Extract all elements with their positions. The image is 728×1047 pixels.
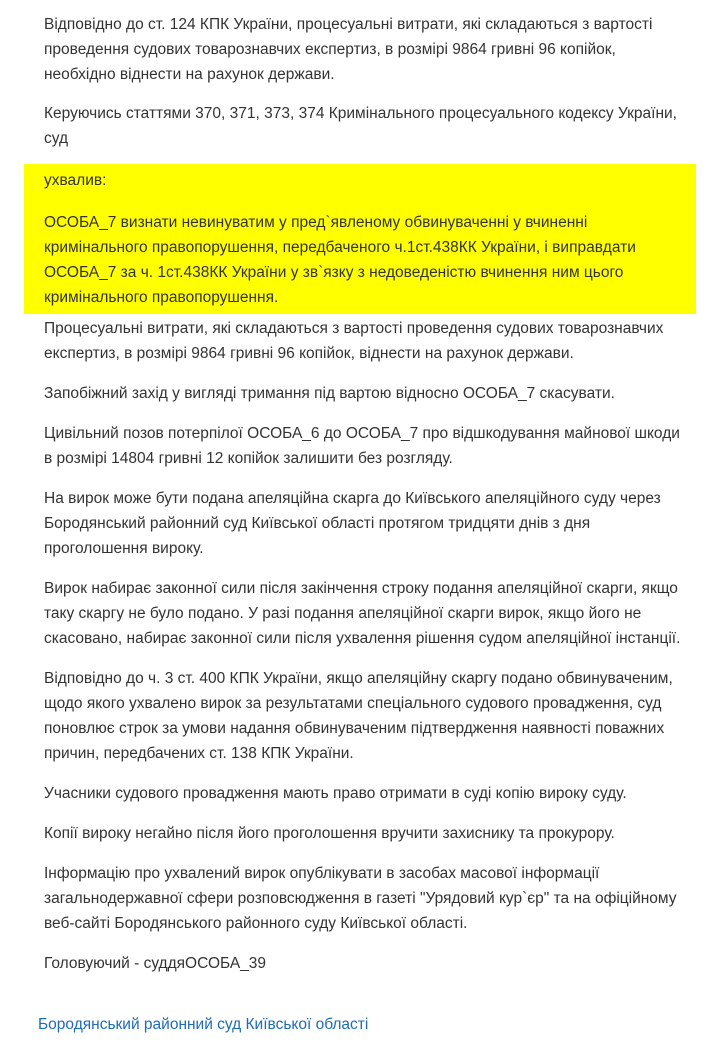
decision-verdict: ОСОБА_7 визнати невинуватим у пред`явленому обвинуваченні у вчиненні кримінального правопорушення, передбаченого ч.1ст.438КК України, і виправдати ОСОБА_7 за ч. 1ст.438КК України у зв`язку з недоведеністю вчинення ним цього кримінального правопорушення.: [44, 214, 636, 306]
paragraph-expenses-basis: Відповідно до ст. 124 КПК України, процесуальні витрати, які складаються з вартості проведення судових товарознавчих експертиз, в розмірі 9864 гривні 96 копійок, необхідно віднести на рахунок держави.: [44, 16, 653, 83]
paragraph-preventive-measure: Запобіжний захід у вигляді тримання під вартою відносно ОСОБА_7 скасувати.: [44, 385, 615, 402]
decision-heading: ухвалив:: [44, 172, 107, 189]
presiding-judge: Головуючий - суддяОСОБА_39: [44, 955, 267, 972]
paragraph-right-to-copy: Учасники судового провадження мають право отримати в суді копію вироку суду.: [44, 785, 627, 802]
paragraph-expenses-to-state: Процесуальні витрати, які складаються з вартості проведення судових товарознавчих експертиз, в розмірі 9864 гривні 96 копійок, віднести на рахунок держави.: [44, 320, 664, 362]
decision-details: [44, 316, 684, 991]
decision-highlight: [24, 164, 696, 314]
paragraph-guided-by-articles: Керуючись статтями 370, 371, 373, 374 Кримінального процесуального кодексу України, суд: [44, 105, 677, 147]
paragraph-legal-force: Вирок набирає законної сили після закінчення строку подання апеляційної скарги, якщо таку скаргу не було подано. У разі подання апеляційної скарги вирок, якщо його не скасовано, набирає законної сили після ухвалення рішення судом апеляційної інстанції.: [44, 580, 681, 647]
paragraph-copies-delivery: Копії вироку негайно після його проголошення вручити захиснику та прокурору.: [44, 825, 615, 842]
paragraph-publication: Інформацію про ухвалений вирок опублікувати в засобах масової інформації загальнодержавної сфери розповсюдження в газеті "Урядовий кур`єр" та на офіційному веб-сайті Бородянського районного суду Київської області.: [44, 865, 677, 932]
court-name-link[interactable]: Бородянський районний суд Київської області: [38, 1016, 369, 1033]
paragraph-appeal-procedure: На вирок може бути подана апеляційна скарга до Київського апеляційного суду через Бородянський районний суд Київської області протягом тридцяти днів з дня проголошення вироку.: [44, 490, 661, 557]
paragraph-civil-claim: Цивільний позов потерпілої ОСОБА_6 до ОСОБА_7 про відшкодування майнової шкоди в розмірі 14804 гривні 12 копійок залишити без розгляду.: [44, 425, 680, 467]
paragraph-special-proceedings: Відповідно до ч. 3 ст. 400 КПК України, якщо апеляційну скаргу подано обвинуваченим, щодо якого ухвалено вирок за результатами спеціального судового провадження, суд поновлює строк за умови надання обвинуваченим підтвердження наявності поважних причин, передбачених ст. 138 КПК України.: [44, 670, 673, 762]
